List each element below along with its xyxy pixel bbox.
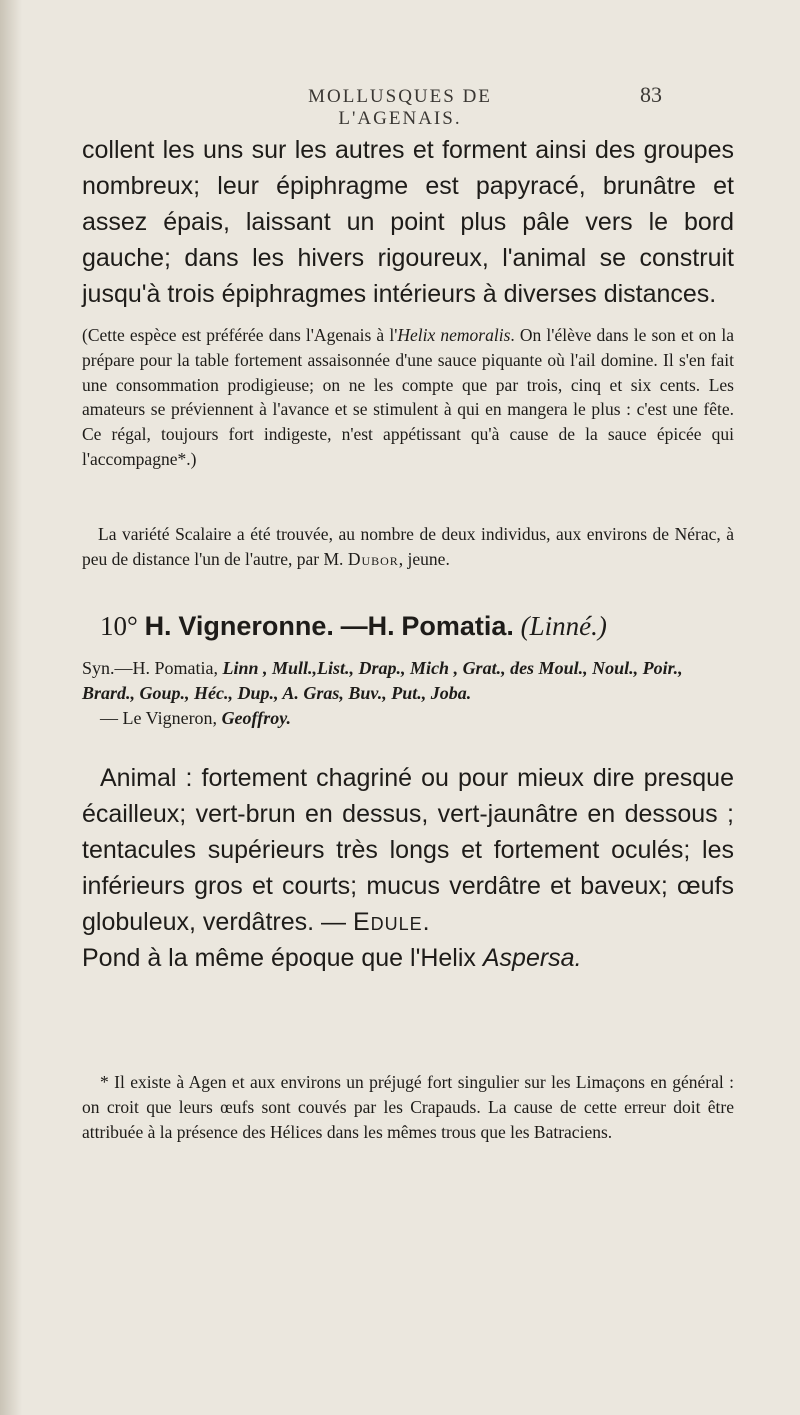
note-scalaire [82,522,734,572]
note-scalaire-text-a: La variété Scalaire a été trouvée, au nombre de deux individus, aux environs de Nérac, à peu de distance l'un de l'autre, par M. [82,524,734,569]
synonymy-line-2 [82,706,734,731]
description-body: Animal : fortement chagriné ou pour mieux dire presque écailleux; vert-brun en dessus, vert-jaunâtre en dessous ; tentacules supérieurs très longs et fortement oculés; les inférieurs gros et courts; mucus verdâtre et baveux; œufs globuleux, verdâtres. — [82,764,734,936]
synonymy [82,656,734,731]
latin-name: Pomatia. [401,611,514,641]
running-title: MOLLUSQUES DE L'AGENAIS. [308,86,492,129]
synonymy-line-1 [82,656,734,706]
species-aspersa: Aspersa. [482,944,582,972]
synonymy-vernacular-author: Geoffroy. [221,708,292,728]
synonymy-prefix: Syn.—H. Pomatia, [82,658,219,678]
note-culinary-text-b: . On l'élève dans le son et on la prépare pour la table fortement assaisonnée d'une sauce piquante où l'ail domine. Il s'en fait une consommation prodigieuse; on ne les compte que par trois, cinq et six cents. Les amateurs se préviennent à l'avance et se stimulent à qui en mangera le plus : c'est une fête. Ce régal, toujours fort indigeste, n'est appétissant qu'à cause de la sauce épicée qui l'accompagne*.) [82,325,734,469]
note-culinary [82,323,734,472]
description-text [82,760,734,940]
collector-name: Dubor [347,548,399,569]
paragraph-animal-description [82,760,734,976]
species-number: 10° [100,611,138,641]
species-author: (Linné.) [520,611,607,641]
genus-abbrev-2: H. [367,611,395,641]
page-number: 83 [640,82,662,107]
note-scalaire-text-b: , jeune. [398,548,450,569]
common-name: Vigneronne. [178,611,334,641]
species-helix-nemoralis: Helix nemoralis [397,325,511,345]
edule-label: Edule. [352,908,431,936]
laying-text: Pond à la même époque que l'Helix [82,944,476,972]
genus-abbrev-1: H. [144,611,172,641]
footnote: * Il existe à Agen et aux environs un préjugé fort singulier sur les Limaçons en général : on croit que leurs œufs sont couvés par les Crapauds. La cause de cette erreur doit être attribuée à la présence des Hélices dans les mêmes trous que les Batraciens. [82,1072,734,1142]
binding-gutter-shadow [0,0,22,1415]
description-laying [82,940,734,976]
synonymy-authors: Linn , Mull.,List., Drap., Mich , Grat., des Moul., Noul., Poir., Brard., Goup., Héc., Dup., A. Gras, Buv., Put., Joba. [82,658,683,703]
note-culinary-text-a: (Cette espèce est préférée dans l'Agenais à l' [82,325,398,345]
species-heading [100,608,752,644]
heading-dash: — [340,611,368,641]
synonymy-vernacular: — Le Vigneron, [100,708,218,728]
paragraph-epiphragm: collent les uns sur les autres et forment ainsi des groupes nombreux; leur épiphragme est papyracé, brunâtre et assez épais, laissant un point plus pâle vers le bord gauche; dans les hivers rigoureux, l'animal se construit jusqu'à trois épiphragmes intérieurs à diverses distances. [82,136,734,308]
